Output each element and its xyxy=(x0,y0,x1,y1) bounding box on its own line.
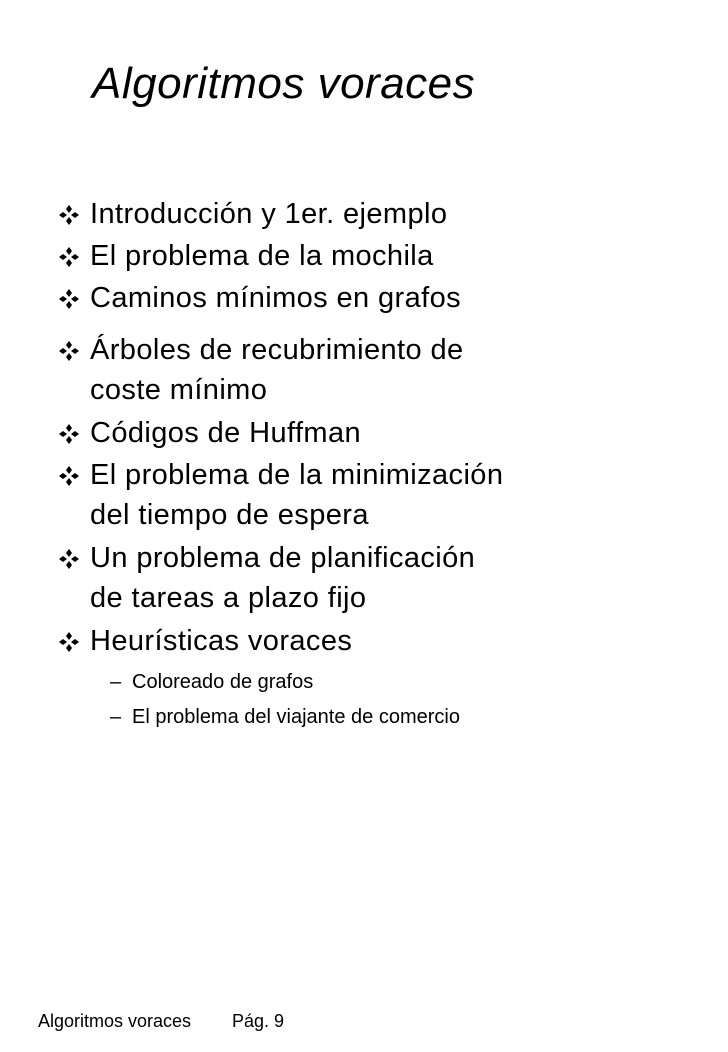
list-item-line: de tareas a plazo fijo xyxy=(90,582,367,614)
four-diamond-bullet-icon xyxy=(58,340,80,362)
four-diamond-bullet-icon xyxy=(58,288,80,310)
four-diamond-bullet-icon xyxy=(58,548,80,570)
list-item-text xyxy=(90,194,447,234)
list-item-line: del tiempo de espera xyxy=(90,499,369,531)
footer-title: Algoritmos voraces xyxy=(38,1011,192,1031)
list-item-line: Introducción y 1er. ejemplo xyxy=(90,198,448,230)
list-item-text xyxy=(90,538,475,618)
list-item-line: Caminos mínimos en grafos xyxy=(90,282,462,314)
dash-bullet: – xyxy=(110,706,122,728)
four-diamond-bullet-icon xyxy=(58,631,80,653)
list-item-line: El problema de la minimización xyxy=(90,459,504,491)
sub-list-item xyxy=(110,669,313,695)
list-item-text xyxy=(90,413,361,453)
list-item-line: Heurísticas voraces xyxy=(90,625,353,657)
list-item-text xyxy=(90,278,461,318)
list-item-text xyxy=(90,621,352,661)
four-diamond-bullet-icon xyxy=(58,246,80,268)
list-item-text xyxy=(90,455,503,535)
list-item-line: coste mínimo xyxy=(90,374,268,406)
list-item-line: Árboles de recubrimiento de xyxy=(90,334,464,366)
sub-list-item xyxy=(110,704,460,730)
list-item-text xyxy=(90,330,464,410)
dash-bullet: – xyxy=(110,671,122,693)
four-diamond-bullet-icon xyxy=(58,204,80,226)
page-number: Pág. 9 xyxy=(232,1011,285,1031)
list-item-line: Códigos de Huffman xyxy=(90,417,362,449)
four-diamond-bullet-icon xyxy=(58,465,80,487)
list-item-line: El problema de la mochila xyxy=(90,240,434,272)
list-item-line: Un problema de planificación xyxy=(90,542,476,574)
sub-list-item-text: Coloreado de grafos xyxy=(132,671,314,693)
four-diamond-bullet-icon xyxy=(58,423,80,445)
sub-list-item-text: El problema del viajante de comercio xyxy=(132,706,460,728)
list-item-text xyxy=(90,236,434,276)
slide-title: Algoritmos voraces xyxy=(92,59,476,108)
